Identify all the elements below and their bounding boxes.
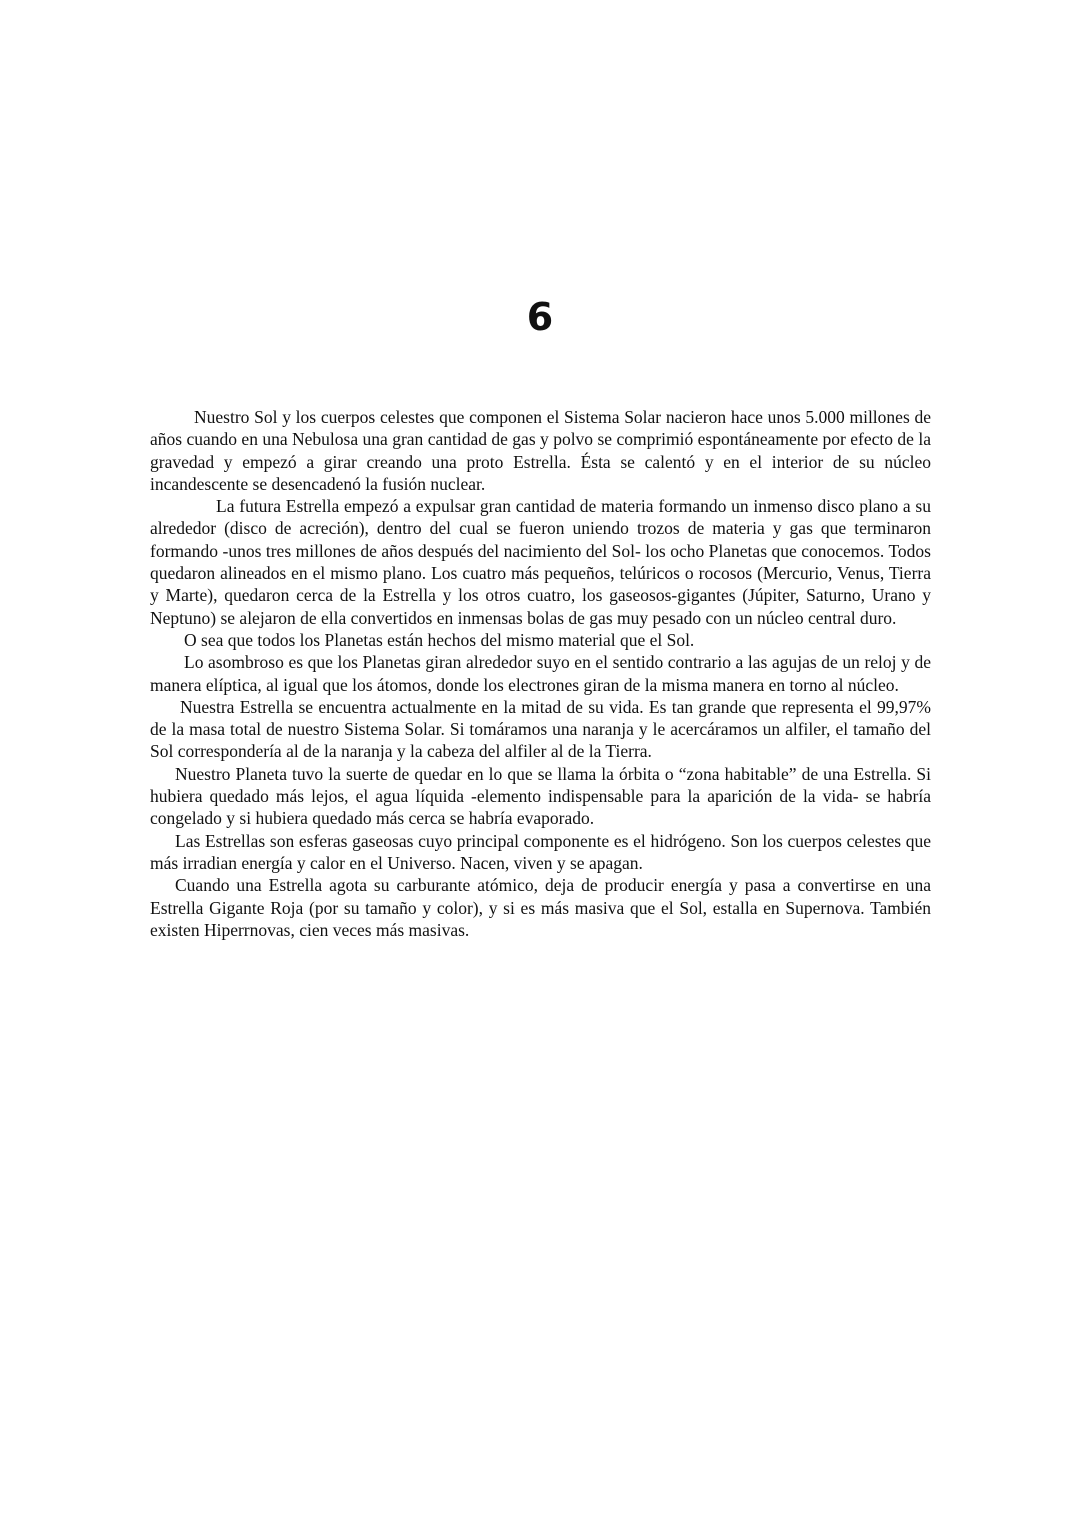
paragraph-3: O sea que todos los Planetas están hechos del mismo material que el Sol. [184,629,695,650]
paragraph-4: Lo asombroso es que los Planetas giran alrededor suyo en el sentido contrario a las agujas de un reloj y de manera elíptica, al igual que los átomos, donde los electrones giran de la misma manera en torno al núcleo. [150,652,931,695]
chapter-number: 6 [526,295,554,339]
paragraph-6: Nuestro Planeta tuvo la suerte de quedar en lo que se llama la órbita o “zona habitable” de una Estrella. Si hubiera quedado más lejos, el agua líquida -elemento indispensable para la aparición de la vida- se habría congelado y si hubiera quedado más cerca se habría evaporado. [150,763,931,829]
chapter-body [150,406,931,941]
paragraph-8: Cuando una Estrella agota su carburante atómico, deja de producir energía y pasa a convertirse en una Estrella Gigante Roja (por su tamaño y color), y si es más masiva que el Sol, estalla en Supernova. También existen Hiperrnovas, cien veces más masivas. [150,875,931,940]
paragraph-2: La futura Estrella empezó a expulsar gran cantidad de materia formando un inmenso disco plano a su alrededor (disco de acreción), dentro del cual se fueron uniendo trozos de materia y gas que terminaron formando -unos tres millones de años después del nacimiento del Sol- los ocho Planetas que conocemos. Todos quedaron alineados en el mismo plano. Los cuatro más pequeños, telúricos o rocosos (Mercurio, Venus, Tierra y Marte), quedaron cerca de la Estrella y los otros cuatro, los gaseosos-gigantes (Júpiter, Saturno, Urano y Neptuno) se alejaron de ella convertidos en inmensas bolas de gas muy pesado con un núcleo central duro. [150,496,931,628]
paragraph-5: Nuestra Estrella se encuentra actualmente en la mitad de su vida. Es tan grande que representa el 99,97% de la masa total de nuestro Sistema Solar. Si tomáramos una naranja y le acercáramos un alfiler, el tamaño del Sol correspondería al de la naranja y la cabeza del alfiler al de la Tierra. [150,696,931,762]
paragraph-7: Las Estrellas son esferas gaseosas cuyo principal componente es el hidrógeno. Son los cuerpos celestes que más irradian energía y calor en el Universo. Nacen, viven y se apagan. [150,830,931,873]
paragraph-1: Nuestro Sol y los cuerpos celestes que componen el Sistema Solar nacieron hace unos 5.000 millones de años cuando en una Nebulosa una gran cantidad de gas y polvo se comprimió espontáneamente por efecto de la gravedad y empezó a girar creando una proto Estrella. Ésta se calentó y en el interior de su núcleo incandescente se desencadenó la fusión nuclear. [150,407,931,494]
